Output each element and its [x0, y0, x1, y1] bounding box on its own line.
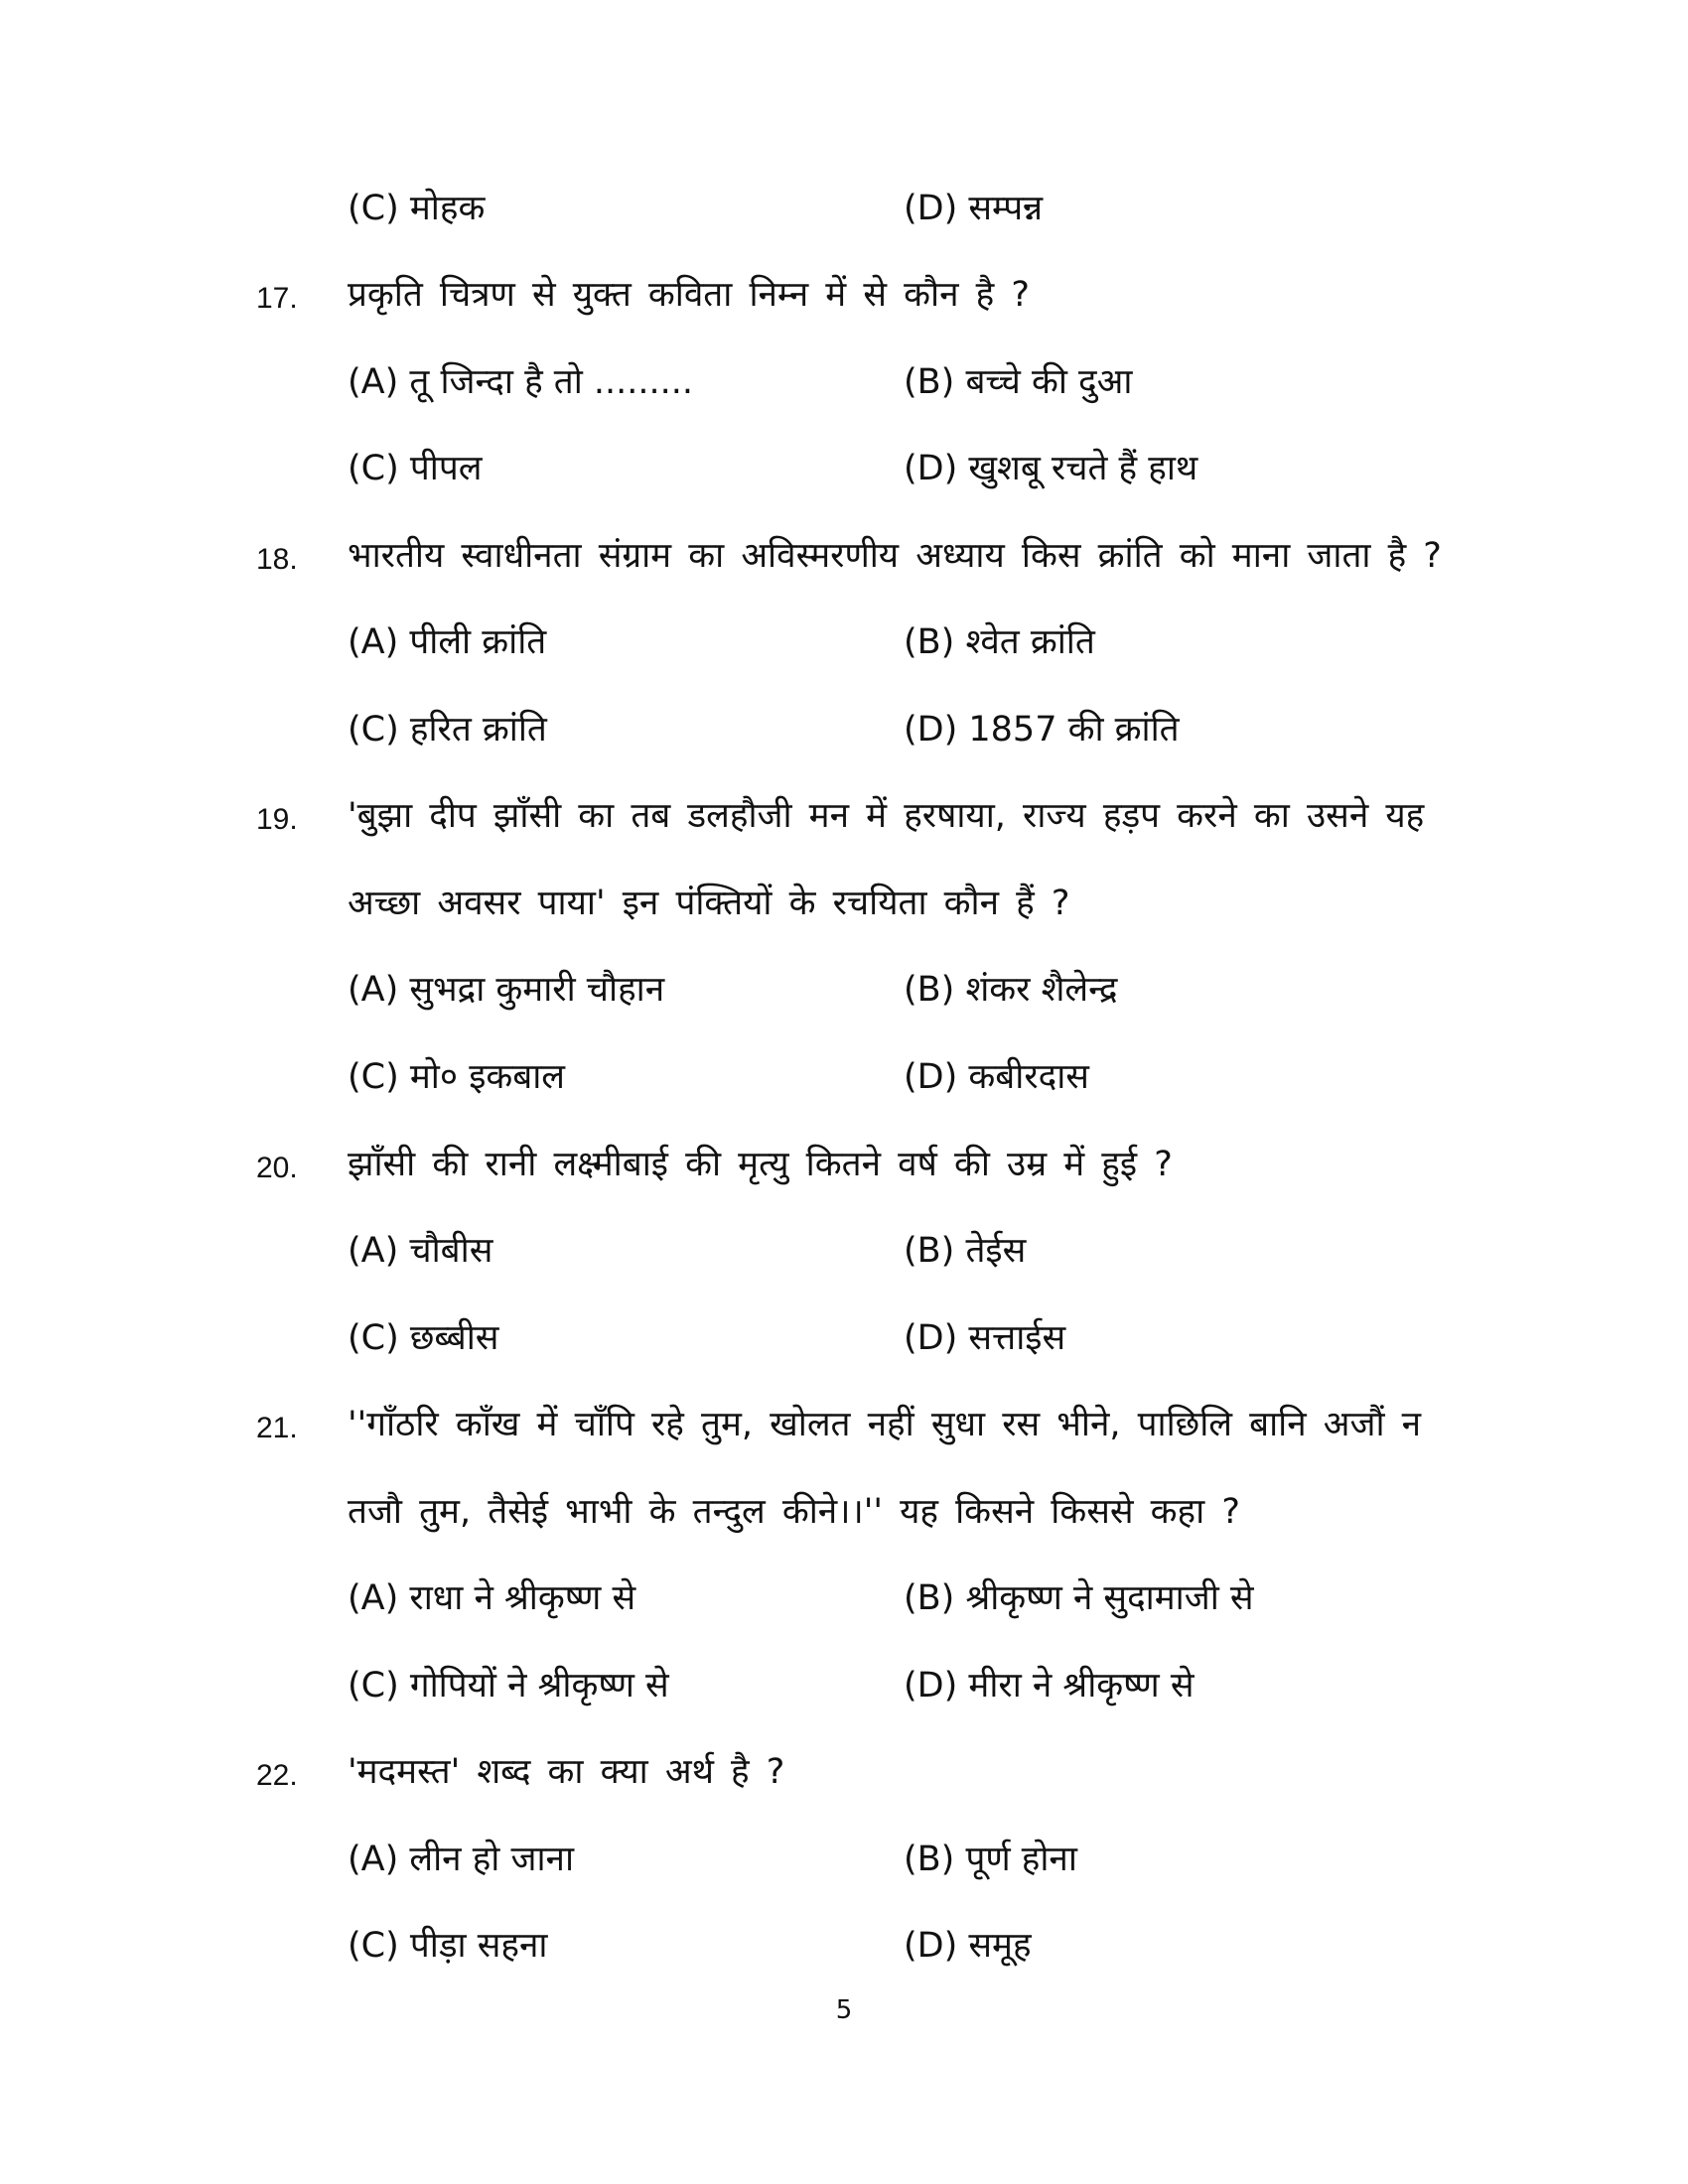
option-d: (D) सत्ताईस — [904, 1318, 1066, 1358]
option-b: (B) श्वेत क्रांति — [904, 622, 1095, 662]
question-text: भारतीय स्वाधीनता संग्राम का अविस्मरणीय अध्याय किस क्रांति को माना जाता है ? — [348, 536, 1442, 576]
option-a: (A) सुभद्रा कुमारी चौहान — [348, 970, 665, 1010]
option-row — [0, 617, 1688, 687]
option-row — [0, 1835, 1688, 1904]
option-c: (C) पीड़ा सहना — [348, 1926, 548, 1966]
question-19 — [0, 791, 1688, 861]
question-text: झाँसी की रानी लक्ष्मीबाई की मृत्यु कितने वर्ष की उम्र में हुई ? — [348, 1145, 1173, 1184]
option-c: (C) पीपल — [348, 449, 483, 488]
option-b: (B) शंकर शैलेन्द्र — [904, 970, 1118, 1010]
option-d: (D) खुशबू रचते हैं हाथ — [904, 449, 1198, 488]
option-c: (C) छब्बीस — [348, 1318, 499, 1358]
question-17 — [0, 270, 1688, 340]
question-number: 22. — [256, 1759, 298, 1792]
question-18 — [0, 531, 1688, 601]
option-a: (A) पीली क्रांति — [348, 622, 547, 662]
option-a: (A) चौबीस — [348, 1231, 493, 1271]
question-text: 'बुझा दीप झाँसी का तब डलहौजी मन में हरषाया, राज्य हड़प करने का उसने यह — [348, 796, 1425, 836]
question-number: 18. — [256, 543, 298, 576]
option-d: (D) मीरा ने श्रीकृष्ण से — [904, 1666, 1195, 1706]
option-c: (C) मो० इकबाल — [348, 1057, 566, 1097]
question-text: 'मदमस्त' शब्द का क्या अर्थ है ? — [348, 1752, 785, 1792]
question-number: 21. — [256, 1412, 298, 1444]
option-a: (A) तू जिन्दा है तो ......... — [348, 362, 694, 402]
question-20 — [0, 1140, 1688, 1209]
option-d: (D) 1857 की क्रांति — [904, 710, 1180, 750]
option-row — [0, 705, 1688, 774]
option-b: (B) श्रीकृष्ण ने सुदामाजी से — [904, 1578, 1254, 1618]
option-row — [0, 1313, 1688, 1383]
option-row — [0, 1921, 1688, 1990]
option-d: (D) समूह — [904, 1926, 1032, 1966]
question-21 — [0, 1400, 1688, 1469]
option-a: (A) लीन हो जाना — [348, 1840, 575, 1879]
option-row — [0, 357, 1688, 427]
option-c: (C) गोपियों ने श्रीकृष्ण से — [348, 1666, 669, 1706]
option-row — [0, 444, 1688, 513]
option-c: (C) हरित क्रांति — [348, 710, 547, 750]
option-row — [0, 1573, 1688, 1643]
question-number: 20. — [256, 1152, 298, 1184]
option-row — [0, 965, 1688, 1034]
question-text: अच्छा अवसर पाया' इन पंक्तियों के रचयिता कौन हैं ? — [348, 884, 1070, 923]
question-text: प्रकृति चित्रण से युक्त कविता निम्न में से कौन है ? — [348, 275, 1030, 315]
question-number: 19. — [256, 803, 298, 836]
option-c: (C) मोहक — [348, 189, 486, 228]
option-b: (B) पूर्ण होना — [904, 1840, 1077, 1879]
question-number: 17. — [256, 282, 298, 315]
option-row — [0, 1226, 1688, 1296]
option-a: (A) राधा ने श्रीकृष्ण से — [348, 1578, 636, 1618]
option-d: (D) सम्पन्न — [904, 189, 1044, 228]
question-22 — [0, 1747, 1688, 1817]
page-number: 5 — [835, 1995, 853, 2025]
option-row — [0, 184, 1688, 253]
option-b: (B) बच्चे की दुआ — [904, 362, 1133, 402]
question-text: तजौ तुम, तैसेई भाभी के तन्दुल कीने।।'' यह किसने किससे कहा ? — [348, 1492, 1240, 1532]
question-text-continued — [0, 1487, 1688, 1557]
option-b: (B) तेईस — [904, 1231, 1027, 1271]
option-d: (D) कबीरदास — [904, 1057, 1089, 1097]
option-row — [0, 1661, 1688, 1730]
question-text: ''गाँठरि काँख में चाँपि रहे तुम, खोलत नहीं सुधा रस भीने, पाछिलि बानि अजौं न — [348, 1405, 1422, 1444]
option-row — [0, 1052, 1688, 1122]
question-text-continued — [0, 879, 1688, 948]
